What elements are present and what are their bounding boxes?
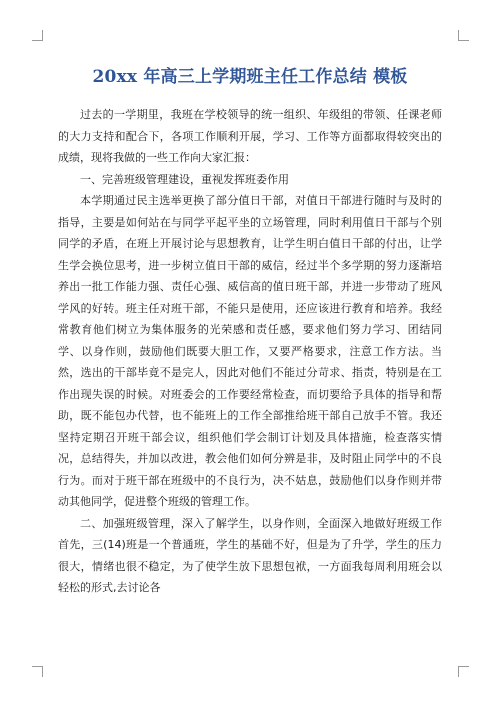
paragraph-section-1: 本学期通过民主选举更换了部分值日干部，对值日干部进行随时与及时的指导，主要是如何站在与同学平起平坐的立场管理，同时利用值日干部与个别同学的矛盾，在班上开展讨论与思想教育，让学生明白值日干部的付出，让学生学会换位思考，进一步树立值日干部的威信，经过半个多学期的努力逐渐培养出一批工作能力强、责任心强、威信高的值日班干部，并进一步带动了班风学风的好转。班主任对班干部，不能只是使用，还应该进行教育和培养。我经常教育他们树立为集体服务的光荣感和责任感，要求他们努力学习、团结同学、以身作则，鼓励他们既要大胆工作，又要严格要求，注意工作方法。当然，选出的干部毕竟不是完人，因此对他们不能过分苛求、指责，特别是在工作出现失误的时候。对班委会的工作要经常检查，而切要给予具体的指导和帮助，既不能包办代替，也不能班上的工作全部推给班干部自己放手不管。我还坚持定期召开班干部会议，组织他们学会制订计划及具体措施，检查落实情况，总结得失，并加以改进，教会他们如何分辨是非，及时阻止同学中的不良行为。而对于班干部在班级中的不良行为，决不姑息，鼓励他们以身作则并带动其他同学，促进整个班级的管理工作。 — [58, 194, 442, 508]
crop-mark-bottom-right — [458, 666, 469, 677]
section-heading-1: 一、完善班级管理建设，重视发挥班委作用 — [80, 172, 289, 186]
document-title: 20xx 年高三上学期班主任工作总结 模板 — [92, 67, 408, 87]
document-body — [58, 104, 442, 599]
crop-mark-top-left — [32, 30, 43, 41]
crop-mark-bottom-left — [32, 666, 43, 677]
crop-mark-top-right — [458, 30, 469, 41]
paragraph-section-2: 二、加强班级管理，深入了解学生，以身作则，全面深入地做好班级工作 首先，三(14)班是一个普通班，学生的基础不好，但是为了升学，学生的压力很大，情绪也很不稳定，为了使学生放下思想包袱，一方面我每周利用班会以轻松的形式,去讨论各 — [58, 516, 442, 594]
paragraph-intro: 过去的一学期里，我班在学校领导的统一组织、年级组的带领、任课老师的大力支持和配合下，各项工作顺利开展，学习、工作等方面都取得较突出的成绩，现将我做的一些工作向大家汇报： — [58, 108, 442, 164]
